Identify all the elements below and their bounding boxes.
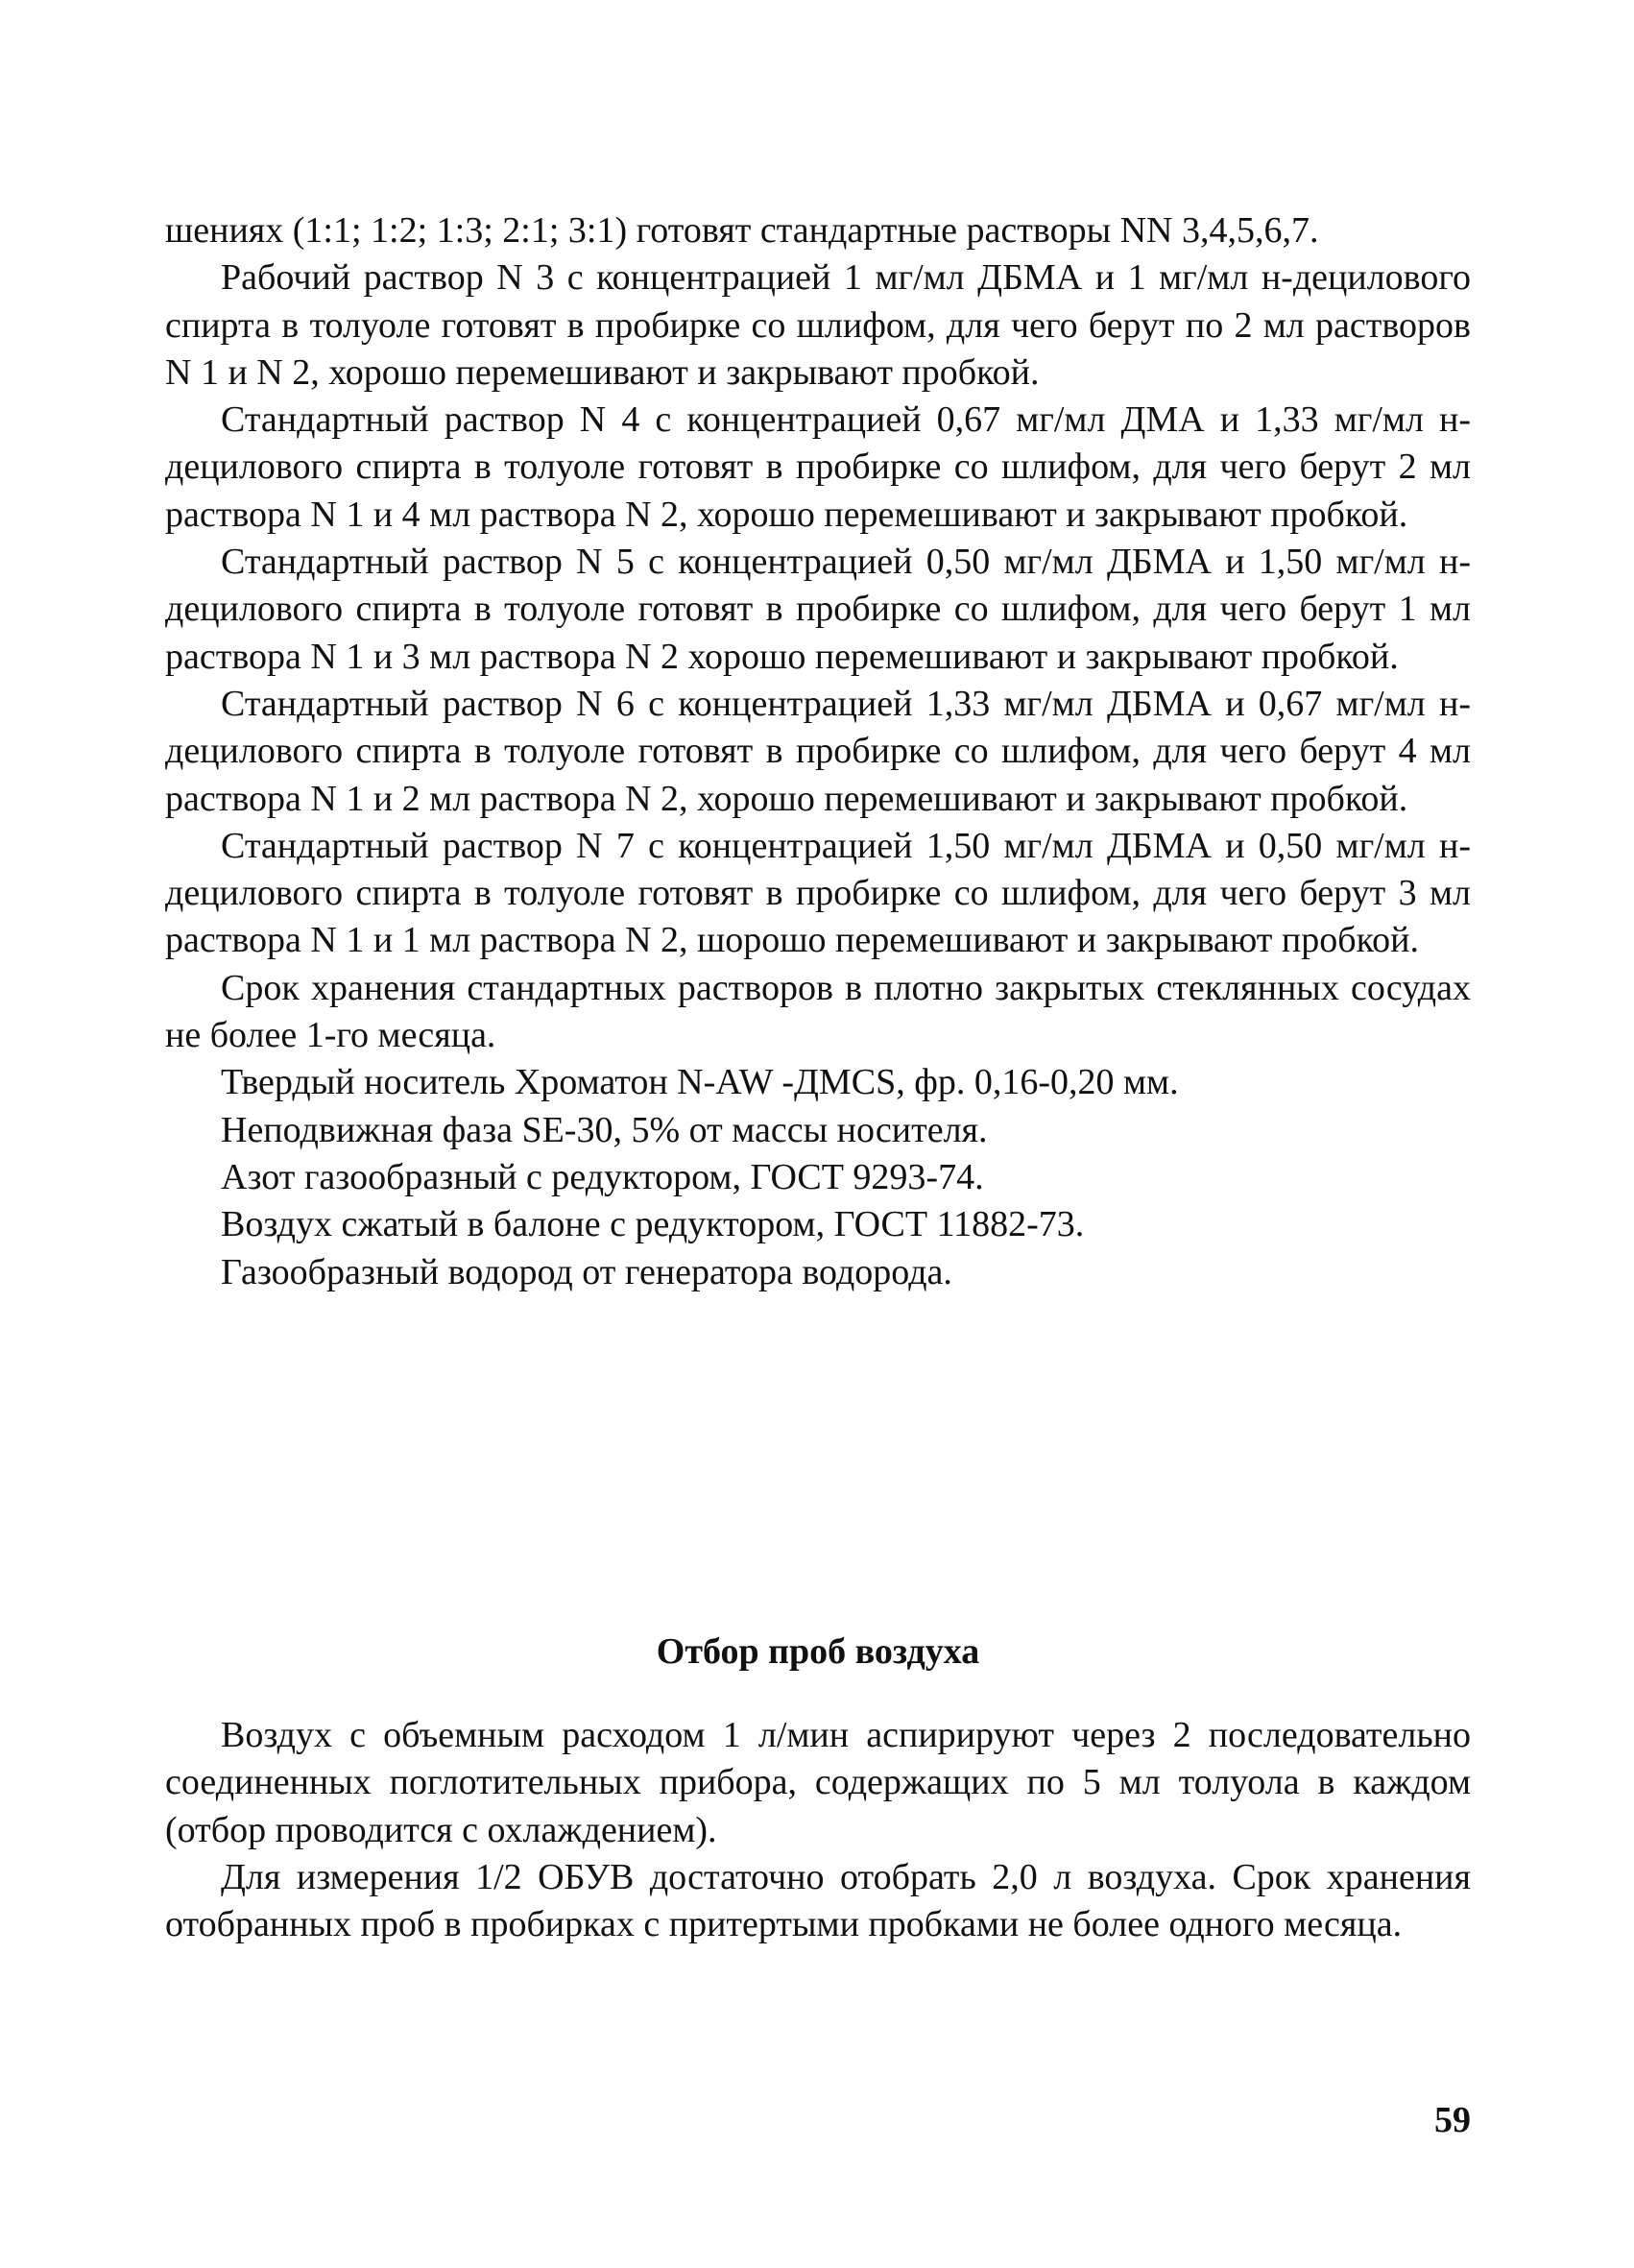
section-heading: Отбор проб воздуха <box>656 1631 980 1672</box>
paragraph-continuation: шениях (1:1; 1:2; 1:3; 2:1; 3:1) готовят стандартные растворы NN 3,4,5,6,7. <box>165 210 1319 251</box>
paragraph-hydrogen: Газообразный водород от генератора водорода. <box>221 1251 952 1292</box>
paragraph-solution-7: Стандартный раствор N 7 с концентрацией 1,50 мг/мл ДБМА и 0,50 мг/мл н-децилового спирта в толуоле готовят в пробирке со шлифом, для чего берут 3 мл раствора N 1 и 1 мл раствора N 2, шорошо перемешивают и закрывают пробкой. <box>165 825 1471 961</box>
paragraph-solution-3: Рабочий раствор N 3 с концентрацией 1 мг/мл ДБМА и 1 мг/мл н-децилового спирта в толуоле готовят в пробирке со шлифом, для чего берут по 2 мл растворов N 1 и N 2, хорошо перемешивают и закрывают пробкой. <box>165 257 1471 393</box>
page-number: 59 <box>1434 2100 1471 2140</box>
standard-solutions-section <box>165 207 1471 1296</box>
paragraph-stationary-phase: Неподвижная фаза SE-30, 5% от массы носителя. <box>221 1109 988 1150</box>
paragraph-air-aspiration: Воздух с объемным расходом 1 л/мин аспирируют через 2 последовательно соединенных поглотительных прибора, содержащих по 5 мл толуола в каждом (отбор проводится с охлаждением). <box>165 1715 1471 1850</box>
paragraph-solution-5: Стандартный раствор N 5 с концентрацией 0,50 мг/мл ДБМА и 1,50 мг/мл н-децилового спирта в толуоле готовят в пробирке со шлифом, для чего берут 1 мл раствора N 1 и 3 мл раствора N 2 хорошо перемешивают и закрывают пробкой. <box>165 542 1471 677</box>
paragraph-solution-6: Стандартный раствор N 6 с концентрацией 1,33 мг/мл ДБМА и 0,67 мг/мл н-децилового спирта в толуоле готовят в пробирке со шлифом, для чего берут 4 мл раствора N 1 и 2 мл раствора N 2, хорошо перемешивают и закрывают пробкой. <box>165 683 1471 819</box>
paragraph-sample-volume: Для измерения 1/2 ОБУВ достаточно отобрать 2,0 л воздуха. Срок хранения отобранных проб в пробирках с притертыми пробками не более одного месяца. <box>165 1856 1471 1945</box>
paragraph-compressed-air: Воздух сжатый в балоне с редуктором, ГОСТ 11882-73. <box>221 1204 1085 1245</box>
air-sampling-section <box>165 1712 1471 1948</box>
paragraph-solid-carrier: Твердый носитель Хроматон N-AW -ДМCS, фр. 0,16-0,20 мм. <box>221 1062 1179 1103</box>
paragraph-solution-4: Стандартный раствор N 4 с концентрацией 0,67 мг/мл ДМА и 1,33 мг/мл н-децилового спирта в толуоле готовят в пробирке со шлифом, для чего берут 2 мл раствора N 1 и 4 мл раствора N 2, хорошо перемешивают и закрывают пробкой. <box>165 399 1471 535</box>
paragraph-storage-term: Срок хранения стандартных растворов в плотно закрытых стеклянных сосудах не более 1-го месяца. <box>165 967 1471 1056</box>
paragraph-nitrogen: Азот газообразный с редуктором, ГОСТ 9293-74. <box>221 1156 984 1197</box>
